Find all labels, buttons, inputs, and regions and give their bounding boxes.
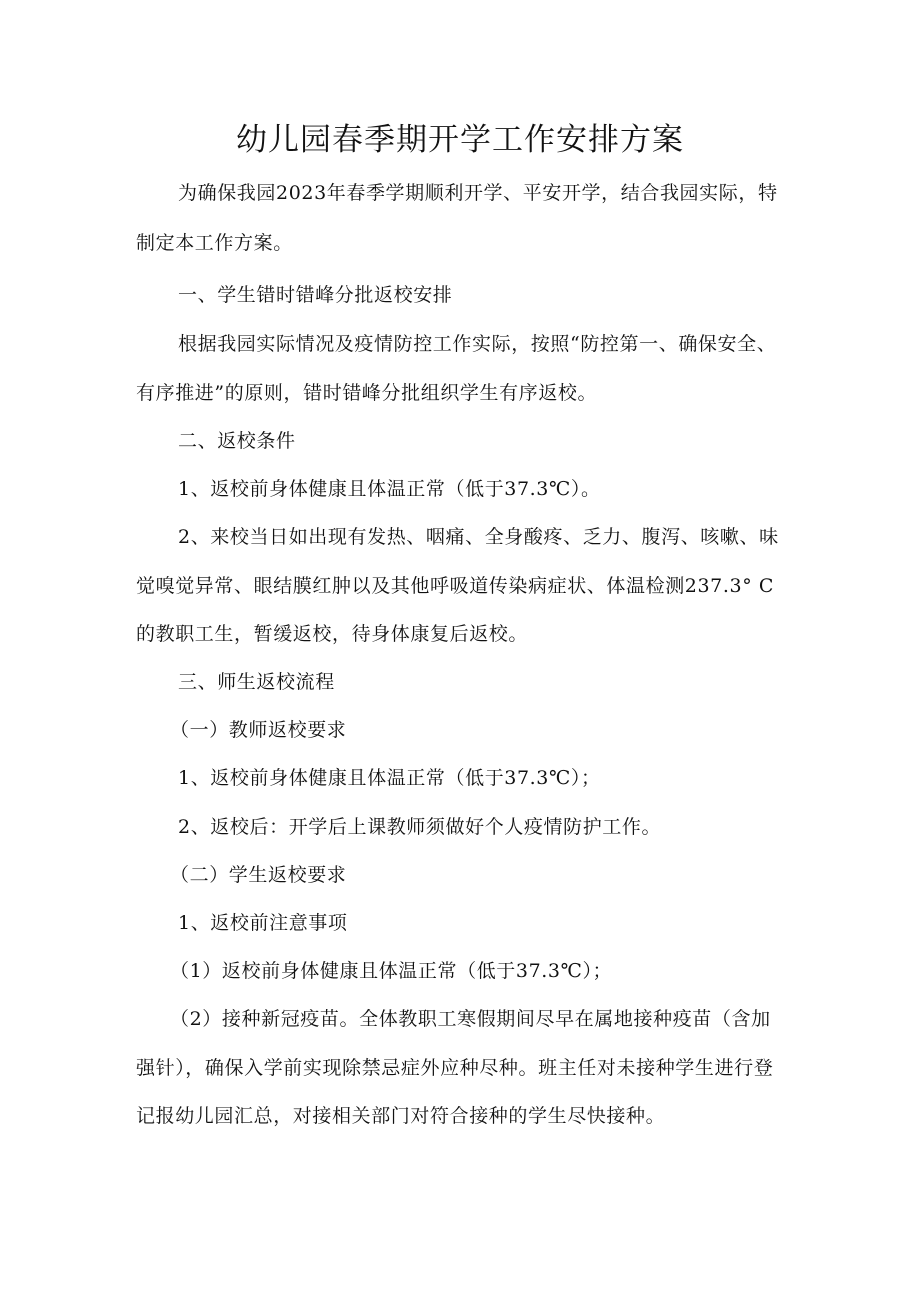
- condition-item-2-line-2: 觉嗅觉异常、眼结膜红肿以及其他呼吸道传染病症状、体温检测237.3° C: [136, 575, 775, 597]
- section-heading-2: 二、返校条件: [178, 430, 296, 452]
- condition-item-2-line-3: 的教职工生，暂缓返校，待身体康复后返校。: [136, 623, 529, 645]
- teacher-item-2: 2、返校后：开学后上课教师须做好个人疫情防护工作。: [178, 816, 662, 838]
- paragraph-intro-line-2: 制定本工作方案。: [136, 232, 293, 254]
- document-title: 幼儿园春季期开学工作安排方案: [236, 122, 684, 158]
- student-subitem-2-line-1: （2）接种新冠疫苗。全体教职工寒假期间尽早在属地接种疫苗（含加: [170, 1008, 771, 1030]
- teacher-item-1: 1、返校前身体健康且体温正常（低于37.3℃）；: [178, 767, 601, 789]
- condition-item-2-line-1: 2、来校当日如出现有发热、咽痛、全身酸疼、乏力、腹泻、咳嗽、味: [178, 526, 779, 548]
- student-item-1: 1、返校前注意事项: [178, 912, 348, 934]
- paragraph-arrangement-line-2: 有序推进”的原则，错时错峰分批组织学生有序返校。: [136, 382, 598, 404]
- student-subitem-1: （1）返校前身体健康且体温正常（低于37.3℃）；: [170, 960, 613, 982]
- paragraph-intro-line-1: 为确保我园2023年春季学期顺利开学、平安开学，结合我园实际，特: [178, 182, 778, 204]
- section-heading-3: 三、师生返校流程: [178, 671, 335, 693]
- student-subitem-2-line-2: 强针），确保入学前实现除禁忌症外应种尽种。班主任对未接种学生进行登: [136, 1057, 774, 1079]
- student-subitem-2-line-3: 记报幼儿园汇总，对接相关部门对符合接种的学生尽快接种。: [136, 1105, 666, 1127]
- paragraph-arrangement-line-1: 根据我园实际情况及疫情防控工作实际，按照“防控第一、确保安全、: [178, 333, 777, 355]
- section-heading-1: 一、学生错时错峰分批返校安排: [178, 284, 453, 306]
- subsection-heading-teachers: （一）教师返校要求: [170, 719, 347, 741]
- subsection-heading-students: （二）学生返校要求: [170, 864, 347, 886]
- condition-item-1: 1、返校前身体健康且体温正常（低于37.3℃）。: [178, 478, 601, 500]
